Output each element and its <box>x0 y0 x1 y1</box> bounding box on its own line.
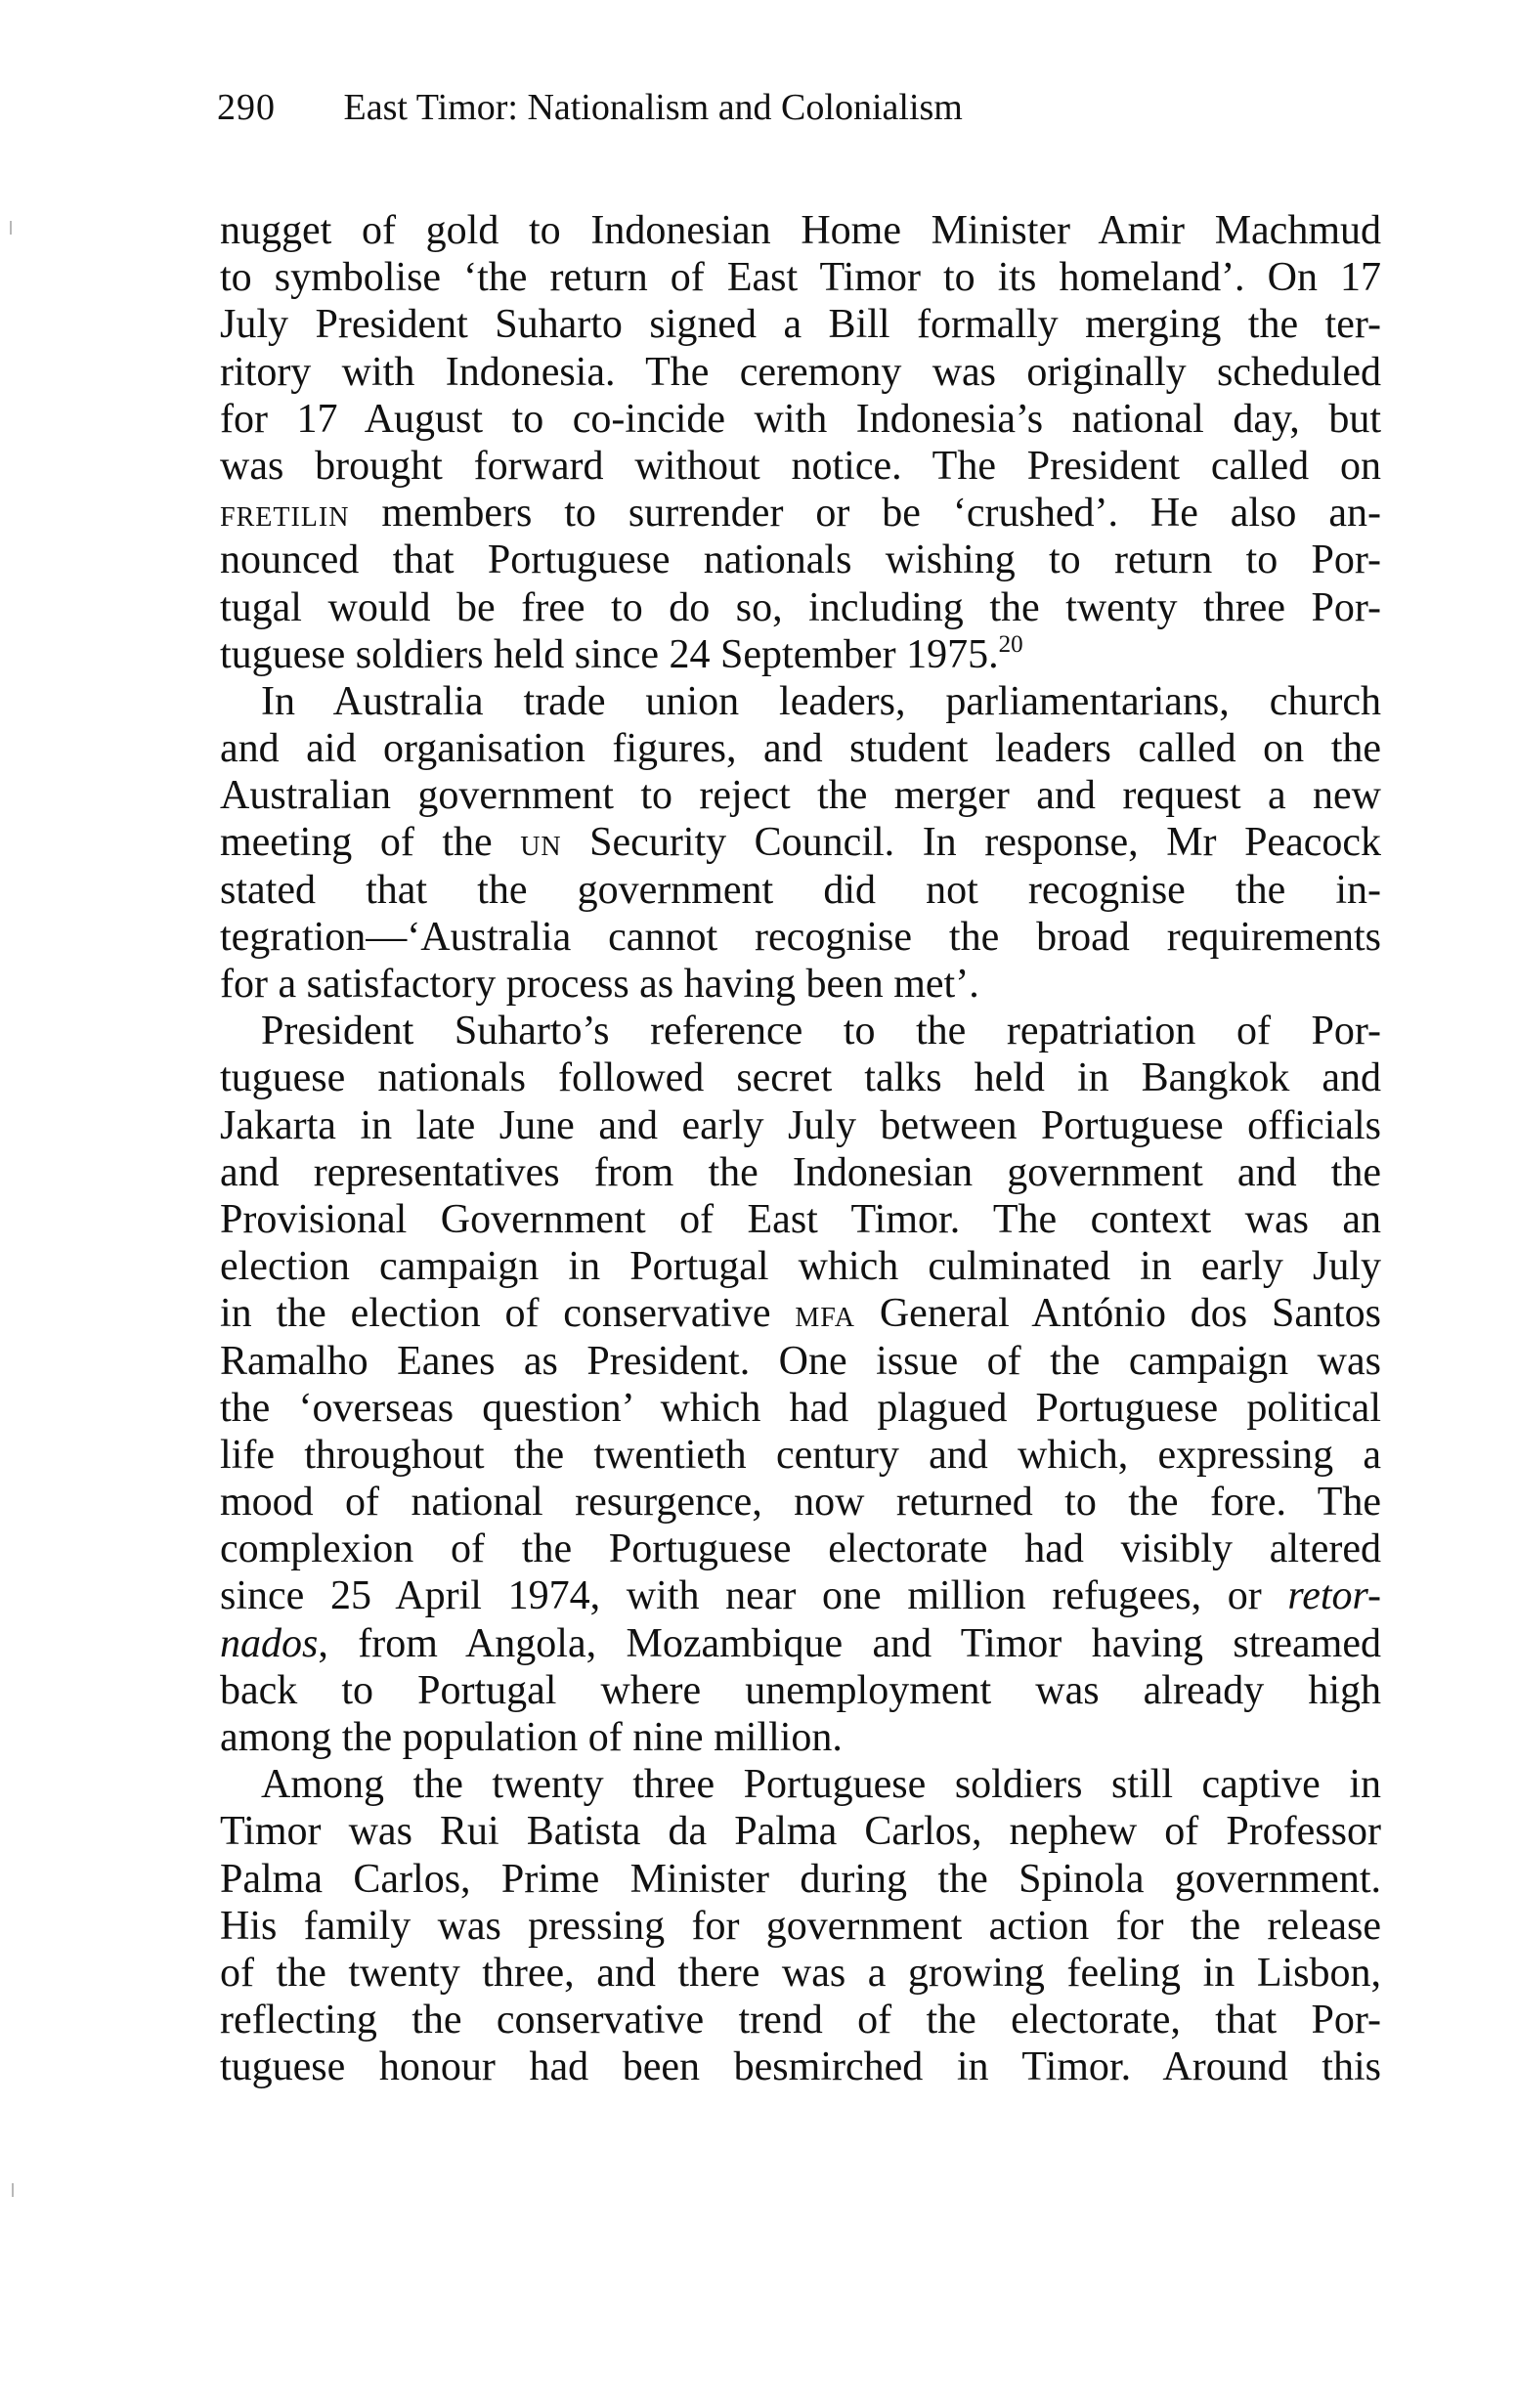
text-line: life throughout the twentieth century and which, expressing a <box>220 1432 1381 1478</box>
mfa-small-caps: MFA <box>795 1303 855 1334</box>
text-run: meeting of the <box>220 820 521 866</box>
text-run: members to surrender or be ‘crushed’. He also an- <box>349 491 1381 537</box>
text-line: for 17 August to co-incide with Indonesia’s national day, but <box>220 396 1381 442</box>
text-line: and aid organisation figures, and student leaders called on the <box>220 726 1381 772</box>
text-run: in the election of conservative <box>220 1291 796 1337</box>
text-line: Among the twenty three Portuguese soldiers still captive in <box>261 1762 1381 1808</box>
book-title: East Timor: Nationalism and Colonialism <box>343 87 963 128</box>
text-line: Jakarta in late June and early July between Portuguese officials <box>220 1102 1381 1148</box>
text-line: Australian government to reject the merger and request a new <box>220 773 1381 819</box>
text-line: of the twenty three, and there was a growing feeling in Lisbon, <box>220 1950 1381 1996</box>
text-line <box>220 631 1381 678</box>
text-line: nounced that Portuguese nationals wishing to return to Por- <box>220 538 1381 583</box>
scan-mark <box>12 2183 14 2197</box>
text-line: President Suharto’s reference to the repatriation of Por- <box>261 1009 1381 1054</box>
scan-mark <box>10 221 12 235</box>
italic-term: nados <box>220 1620 319 1666</box>
text-line: and representatives from the Indonesian government and the <box>220 1149 1381 1195</box>
running-header <box>217 82 1292 133</box>
text-line: back to Portugal where unemployment was already high <box>220 1667 1381 1713</box>
fretilin-small-caps: FRETILIN <box>220 502 350 534</box>
text-line <box>220 1290 1381 1337</box>
text-line: stated that the government did not recognise the in- <box>220 867 1381 913</box>
text-run: tuguese soldiers held since 24 September 1975. <box>220 631 999 677</box>
text-line: among the population of nine million. <box>220 1715 843 1760</box>
text-line: was brought forward without notice. The President called on <box>220 443 1381 489</box>
text-line: for a satisfactory process as having been met’. <box>220 962 979 1007</box>
text-line: Ramalho Eanes as President. One issue of the campaign was <box>220 1338 1381 1384</box>
text-run: Security Council. In response, Mr Peacock <box>561 820 1381 866</box>
text-line: election campaign in Portugal which culminated in early July <box>220 1244 1381 1290</box>
text-line: Timor was Rui Batista da Palma Carlos, nephew of Professor <box>220 1809 1381 1855</box>
text-line: tuguese nationals followed secret talks held in Bangkok and <box>220 1055 1381 1101</box>
text-line: nugget of gold to Indonesian Home Minister Amir Machmud <box>220 208 1381 253</box>
text-line: tuguese honour had been besmirched in Timor. Around this <box>220 2044 1381 2090</box>
un-small-caps: UN <box>520 832 562 863</box>
text-line: In Australia trade union leaders, parliamentarians, church <box>261 678 1381 724</box>
text-line: ritory with Indonesia. The ceremony was originally scheduled <box>220 349 1381 395</box>
text-line: the ‘overseas question’ which had plagued Portuguese political <box>220 1385 1381 1431</box>
text-line: complexion of the Portuguese electorate had visibly altered <box>220 1526 1381 1572</box>
text-line <box>220 1572 1381 1619</box>
text-line: tugal would be free to do so, including the twenty three Por- <box>220 584 1381 630</box>
text-line: Palma Carlos, Prime Minister during the Spinola government. <box>220 1856 1381 1902</box>
text-line <box>220 490 1381 537</box>
italic-term: retor- <box>1287 1573 1381 1619</box>
text-line: His family was pressing for government action for the release <box>220 1903 1381 1949</box>
text-line: mood of national resurgence, now returned to the fore. The <box>220 1480 1381 1526</box>
text-run: since 25 April 1974, with near one million refugees, or <box>220 1573 1288 1619</box>
text-line: reflecting the conservative trend of the electorate, that Por- <box>220 1998 1381 2043</box>
text-line: tegration—‘Australia cannot recognise the broad requirements <box>220 914 1381 960</box>
text-line <box>220 819 1381 866</box>
body-text <box>220 207 1381 2091</box>
text-line <box>220 1620 1381 1667</box>
footnote-reference: 20 <box>998 630 1023 658</box>
text-line: Provisional Government of East Timor. The context was an <box>220 1196 1381 1242</box>
text-run: , from Angola, Mozambique and Timor having streamed <box>318 1620 1381 1666</box>
text-run: General António dos Santos <box>855 1291 1382 1337</box>
text-line: to symbolise ‘the return of East Timor to its homeland’. On 17 <box>220 255 1381 301</box>
text-line: July President Suharto signed a Bill formally merging the ter- <box>220 302 1381 348</box>
page-number: 290 <box>217 87 276 128</box>
